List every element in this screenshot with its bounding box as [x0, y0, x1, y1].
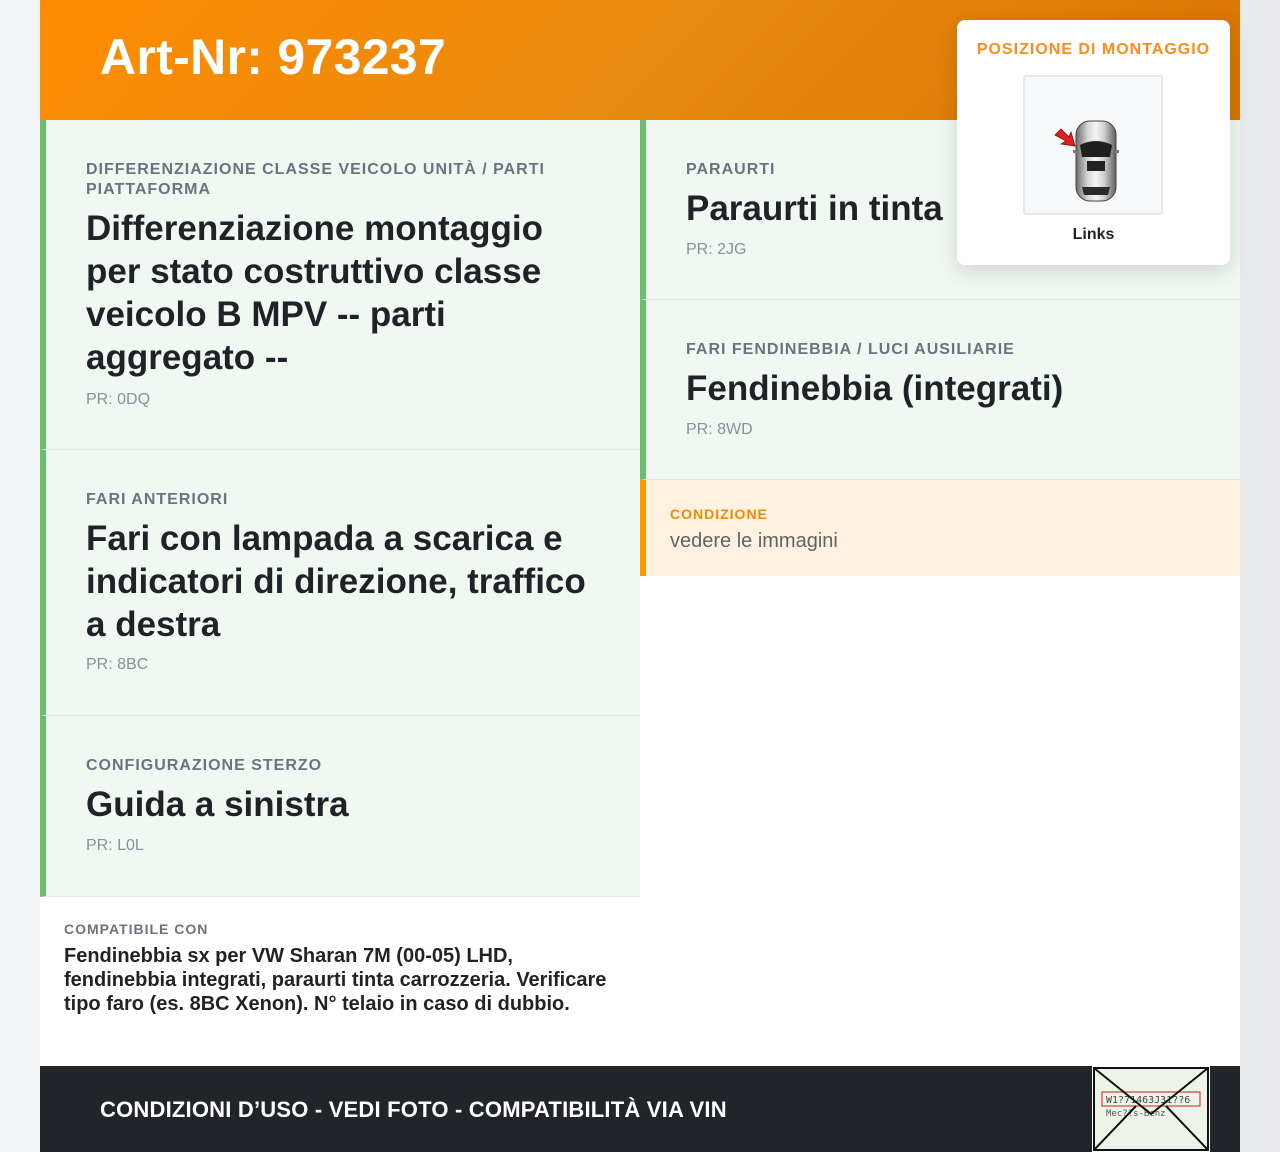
car-top-view-with-arrow-icon: [1023, 75, 1163, 215]
condition-label: CONDIZIONE: [670, 506, 768, 522]
footer-info-text: CONDIZIONI D’USO - VEDI FOTO - COMPATIBILITÀ VIA VIN: [100, 1097, 727, 1122]
condition-text: vedere le immagini: [670, 530, 838, 552]
option-card-steering: [40, 716, 640, 897]
compatibility-section: [40, 897, 640, 1066]
option-label: FARI FENDINEBBIA / LUCI AUSILIARIE: [686, 341, 1015, 358]
option-pr-code: PR: 0DQ: [86, 391, 151, 408]
option-pr-code: PR: 2JG: [686, 241, 747, 258]
page-container: [40, 0, 1240, 1152]
option-value: Fendinebbia (integrati): [686, 369, 1064, 408]
option-label: PARAURTI: [686, 161, 776, 178]
option-value: Differenziazione montaggio per stato costruttivo classe veicolo B MPV -- parti aggregato --: [86, 209, 543, 377]
vin-brand-text: Mec??s-Benz: [1106, 1109, 1166, 1119]
mounting-position-title: POSIZIONE DI MONTAGGIO: [976, 41, 1211, 58]
compatibility-label: COMPATIBILE CON: [64, 921, 209, 937]
article-number-title: Art-Nr: 973237: [100, 29, 447, 85]
option-card-platform: [40, 120, 640, 450]
option-value: Paraurti in tinta: [686, 189, 943, 228]
option-pr-code: PR: 8WD: [686, 421, 753, 438]
option-value: Guida a sinistra: [86, 785, 349, 824]
option-label: CONFIGURAZIONE STERZO: [86, 757, 323, 774]
option-label: DIFFERENZIAZIONE CLASSE VEICOLO UNITÀ / PARTI PIATTAFORMA: [86, 161, 545, 198]
vin-envelope-icon[interactable]: [1092, 1066, 1210, 1152]
vin-sample-text: W1?71463J31??6: [1106, 1095, 1191, 1106]
compatibility-text: Fendinebbia sx per VW Sharan 7M (00-05) LHD, fendinebbia integrati, paraurti tinta carrozzeria. Verificare tipo faro (es. 8BC Xenon). N° telaio in caso di dubbio.: [64, 945, 607, 1015]
option-value: Fari con lampada a scarica e indicatori di direzione, traffico a destra: [86, 519, 586, 644]
option-pr-code: PR: L0L: [86, 837, 144, 854]
condition-section: [640, 480, 1240, 576]
option-card-headlights: [40, 450, 640, 716]
mounting-position-caption: Links: [1072, 226, 1115, 243]
option-label: FARI ANTERIORI: [86, 491, 229, 508]
left-column: [40, 120, 640, 1066]
option-card-fog-lights: [640, 300, 1240, 480]
option-pr-code: PR: 8BC: [86, 656, 149, 673]
footer-bar: [40, 1066, 1240, 1152]
mounting-position-card: [957, 20, 1230, 265]
